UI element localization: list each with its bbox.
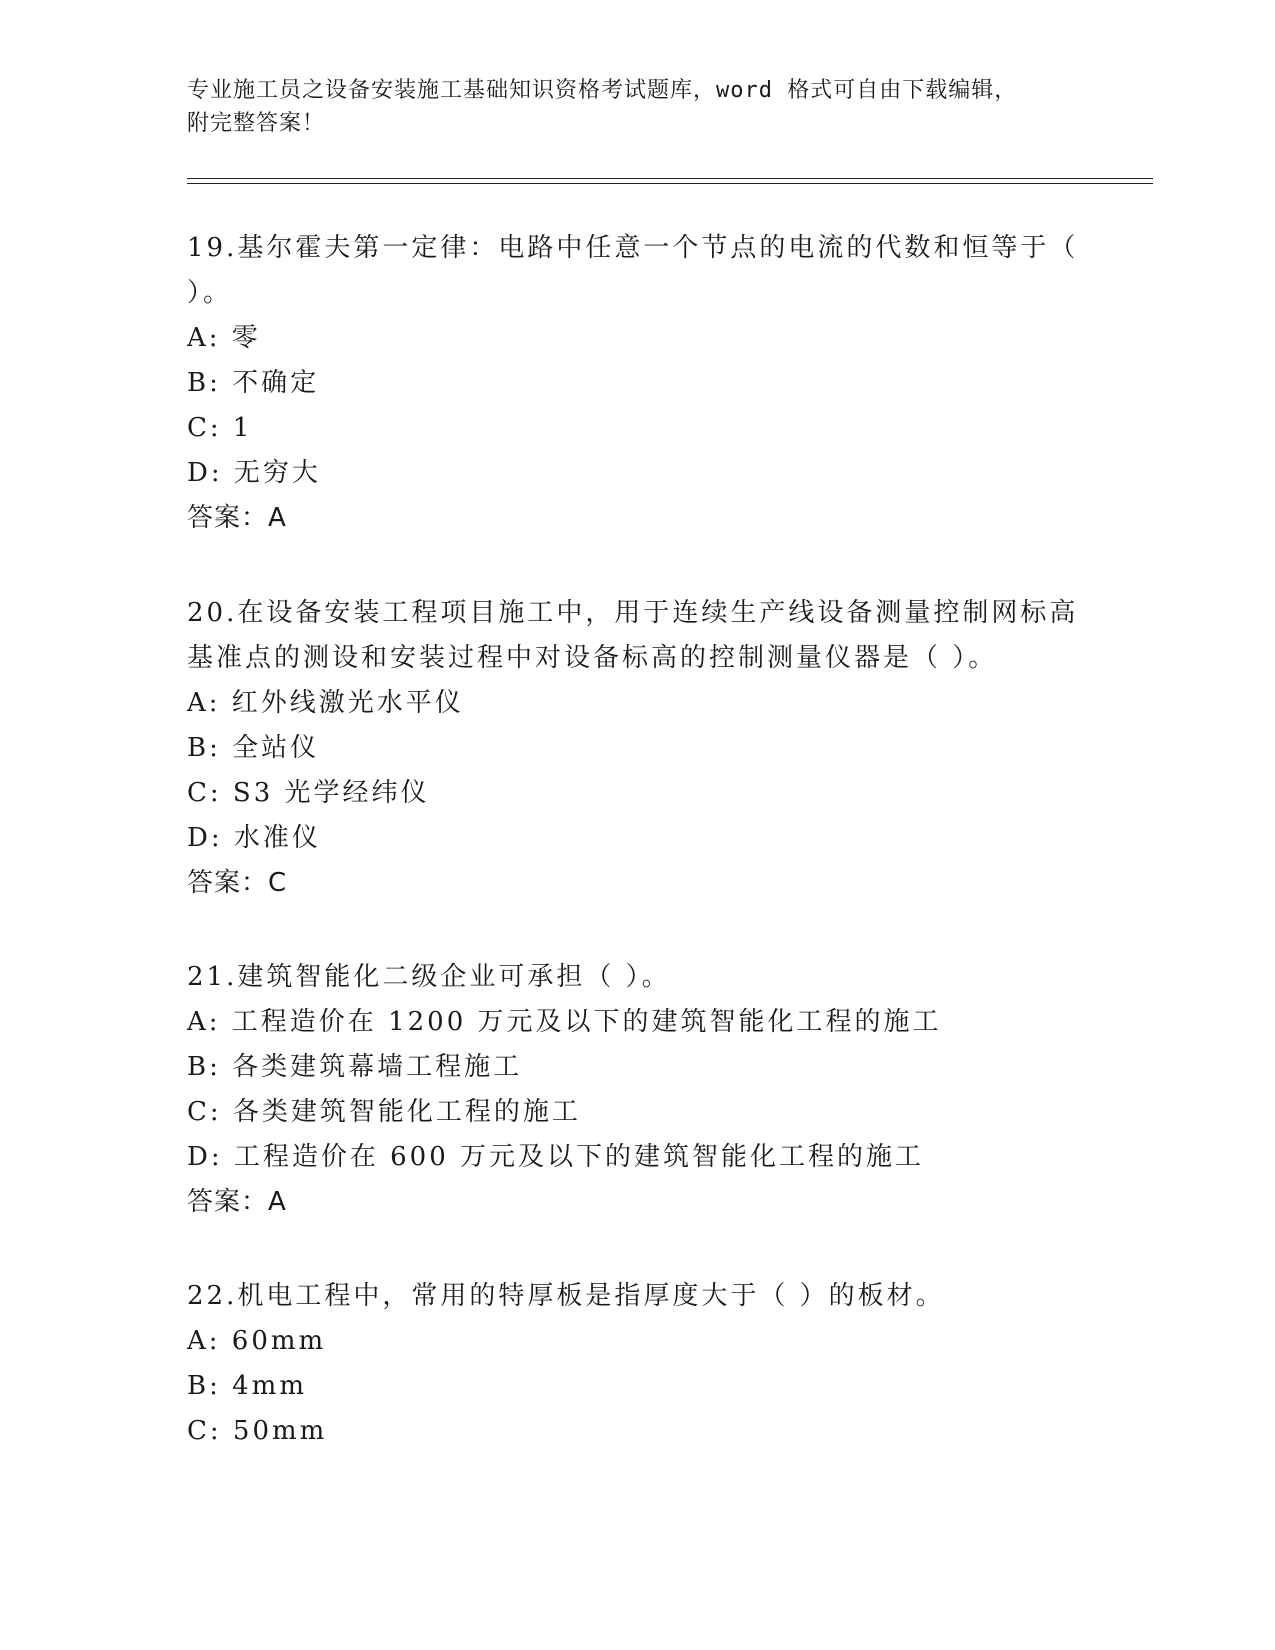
header-divider-bottom xyxy=(187,183,1153,184)
option-b: B: 全站仪 xyxy=(187,733,320,763)
answer: 答案：C xyxy=(187,868,288,898)
option-c: C: S3 光学经纬仪 xyxy=(187,778,430,808)
option-a: A: 工程造价在 1200 万元及以下的建筑智能化工程的施工 xyxy=(187,1007,942,1037)
option-d: D: 无穷大 xyxy=(187,458,321,488)
document-header: 专业施工员之设备安装施工基础知识资格考试题库，word 格式可自由下载编辑， 附完整答案！ xyxy=(187,78,1018,136)
answer: 答案：A xyxy=(187,503,287,533)
question-20 xyxy=(187,591,1087,906)
option-b: B: 不确定 xyxy=(187,368,320,398)
option-c: C: 1 xyxy=(187,413,253,443)
option-a: A: 零 xyxy=(187,323,261,353)
option-a: A: 红外线激光水平仪 xyxy=(187,688,464,718)
question-19 xyxy=(187,226,1087,541)
question-stem: 19.基尔霍夫第一定律：电路中任意一个节点的电流的代数和恒等于（ ）。 xyxy=(187,233,1079,308)
header-divider-top xyxy=(187,178,1153,179)
option-a: A: 60mm xyxy=(187,1326,327,1356)
option-d: D: 水准仪 xyxy=(187,823,321,853)
question-21 xyxy=(187,955,1087,1225)
question-stem: 21.建筑智能化二级企业可承担（ ）。 xyxy=(187,962,671,992)
question-stem: 22.机电工程中，常用的特厚板是指厚度大于（ ）的板材。 xyxy=(187,1281,945,1311)
question-22 xyxy=(187,1274,1087,1454)
option-b: B: 各类建筑幕墙工程施工 xyxy=(187,1052,523,1082)
question-stem: 20.在设备安装工程项目施工中，用于连续生产线设备测量控制网标高 基准点的测设和安装过程中对设备标高的控制测量仪器是（ ）。 xyxy=(187,598,1079,673)
option-c: C: 50mm xyxy=(187,1416,328,1446)
option-b: B: 4mm xyxy=(187,1371,307,1401)
option-c: C: 各类建筑智能化工程的施工 xyxy=(187,1097,581,1127)
answer: 答案：A xyxy=(187,1187,287,1217)
option-d: D: 工程造价在 600 万元及以下的建筑智能化工程的施工 xyxy=(187,1142,925,1172)
